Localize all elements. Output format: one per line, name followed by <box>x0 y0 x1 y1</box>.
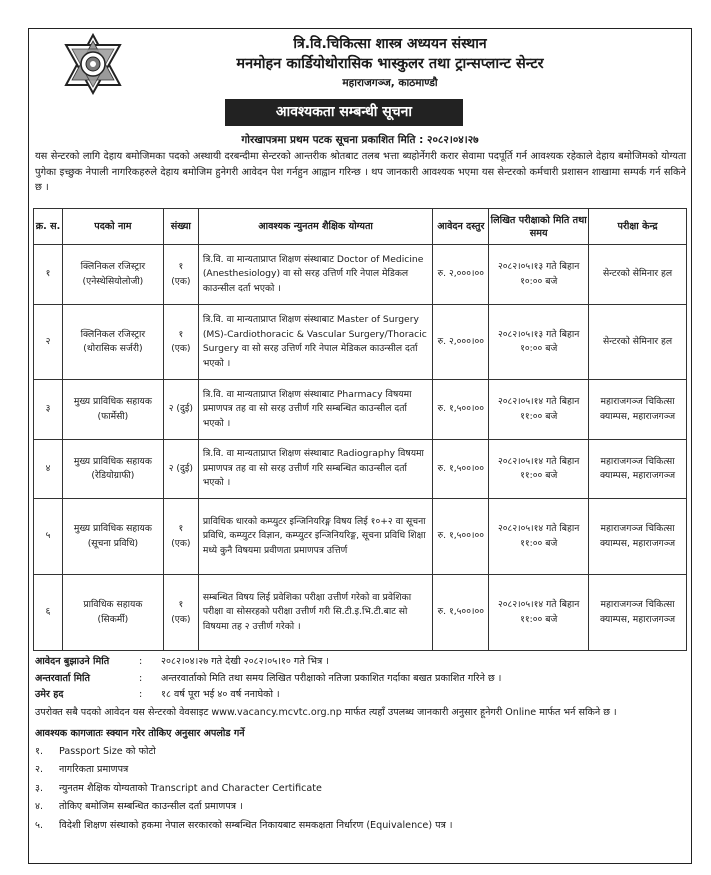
intro-paragraph: यस सेन्टरको लागि देहाय बमोजिमका पदको अस्थायी दरबन्दीमा सेन्टरको आन्तरीक श्रोतबाट तलब भत्ता ब्यहोर्नेगरी करार सेवामा पदपूर्ति गर्न आवश्यक रहेकाले देहाय बमोजिमको योग्यता पुगेका इच्छुक नेपाली नागरिकहरुले देहाय बमोजिम हुनेगरी आवेदन पेश गर्नहुन आह्वान गरिन्छ । थप जानकारी आवश्यक भएमा यस सेन्टरको कर्मचारी प्रशासन शाखामा सम्पर्क गर्न सकिने छ । <box>35 151 686 193</box>
cell-post: क्लिनिकल रजिस्ट्रार (थोरासिक सर्जरी) <box>62 305 163 380</box>
cell-center: महाराजगञ्ज चिकित्सा क्याम्पस, महाराजगञ्ज <box>589 575 687 651</box>
header-serial: क्र. स. <box>34 209 63 245</box>
header-post: पदको नाम <box>62 209 163 245</box>
cell-post: प्राविधिक सहायक (सिकर्मी) <box>62 575 163 651</box>
documents-heading: आवश्यक कागजातः स्क्यान गरेर तोकिए अनुसार अपलोड गर्ने <box>35 727 245 739</box>
institute-name: त्रि.वि.चिकित्सा शास्त्र अध्ययन संस्थान <box>293 36 487 52</box>
cell-count: २ (दुई) <box>163 440 198 499</box>
cell-serial: ४ <box>34 440 63 499</box>
age-label: उमेर हद <box>35 689 64 700</box>
table-row <box>34 380 687 440</box>
cell-center: महाराजगञ्ज चिकित्सा क्याम्पस, महाराजगञ्ज <box>589 499 687 575</box>
doc-text: नागरिकता प्रमाणपत्र <box>59 764 129 775</box>
header-count: संख्या <box>163 209 198 245</box>
cell-center: महाराजगञ्ज चिकित्सा क्याम्पस, महाराजगञ्ज <box>589 440 687 499</box>
cell-qualification: त्रि.वि. वा मान्यताप्राप्त शिक्षण संस्थाबाट Master of Surgery (MS)-Cardiothoracic & Vascular Surgery/Thoracic Surgery वा सो सरह उत्तिर्ण गरि नेपाल मेडिकल काउन्सील दर्ता भएको । <box>198 305 433 380</box>
cell-fee: रु. २,०००।०० <box>433 305 489 380</box>
header-qualification: आवश्यक न्युनतम शैक्षिक योग्यता <box>198 209 433 245</box>
deadline-value: २०८२।०४।२७ गते देखी २०८२।०५।१० गते भित्र । <box>161 656 329 667</box>
interview-colon: : <box>139 672 143 684</box>
cell-center: महाराजगञ्ज चिकित्सा क्याम्पस, महाराजगञ्ज <box>589 380 687 440</box>
table-row <box>34 305 687 380</box>
cell-serial: ६ <box>34 575 63 651</box>
cell-exam: २०८२।०५।१४ गते बिहान ११:०० बजे <box>489 380 589 440</box>
header-center: परीक्षा केन्द्र <box>589 209 687 245</box>
list-item <box>35 817 686 836</box>
cell-count: २ (दुई) <box>163 380 198 440</box>
header-fee: आवेदन दस्तुर <box>433 209 489 245</box>
notice-frame <box>28 28 692 864</box>
doc-text: न्युनतम शैक्षिक योग्यताको Transcript and Character Certificate <box>59 782 322 794</box>
cell-count: १ (एक) <box>163 499 198 575</box>
publication-date: गोरखापत्रमा प्रथम पटक सूचना प्रकाशित मिति : २०८२।०४।२७ <box>241 134 479 146</box>
cell-exam: २०८२।०५।१४ गते बिहान ११:०० बजे <box>489 440 589 499</box>
online-note: उपरोक्त सबै पदको आवेदन यस सेन्टरको वेवसाइट www.vacancy.mcvtc.org.np मार्फत त्यहाँ उपलब्ध जानकारी अनुसार हूनेगरी Online मार्फत भर्न सकिने छ । <box>35 706 617 718</box>
cell-post: मुख्य प्राविधिक सहायक (सूचना प्रविधि) <box>62 499 163 575</box>
table-row <box>34 245 687 305</box>
table-row <box>34 575 687 651</box>
list-item <box>35 743 686 762</box>
age-value: १८ वर्ष पूरा भई ४० वर्ष ननाघेको । <box>161 689 280 700</box>
cell-qualification: त्रि.वि. वा मान्यताप्राप्त शिक्षण संस्थाबाट Radiography विषयमा प्रमाणपत्र तह वा सो सरह उत्तीर्ण गरि सम्बन्धित काउन्सील दर्ता भएको । <box>198 440 433 499</box>
list-item <box>35 798 686 817</box>
cell-exam: २०८२।०५।१३ गते बिहान १०:०० बजे <box>489 305 589 380</box>
table-header-row <box>34 209 687 245</box>
center-name: मनमोहन कार्डियोथोरासिक भास्कुलर तथा ट्रान्सप्लान्ट सेन्टर <box>236 56 544 72</box>
cell-qualification: प्राविधिक धारको कम्प्युटर इन्जिनियरिङ्ग विषय लिई १०+२ वा सूचना प्रविधि, कम्प्युटर विज्ञान, कम्प्युटर इन्जिनियरिङ्ग, सूचना प्रविधि शिक्षा मध्ये कुनै विषयमा प्रवीणता प्रमाणपत्र उत्तिर्ण <box>198 499 433 575</box>
cell-serial: १ <box>34 245 63 305</box>
doc-text: तोकिए बमोजिम सम्बन्धित काउन्सील दर्ता प्रमाणपत्र । <box>59 801 243 812</box>
list-item <box>35 780 686 799</box>
center-address: महाराजगञ्ज, काठमाण्डौ <box>342 77 438 89</box>
doc-text: विदेशी शिक्षण संस्थाको हकमा नेपाल सरकारको सम्बन्धित निकायबाट समकक्षता निर्धारण (Equivalence) पत्र । <box>59 819 453 831</box>
cell-exam: २०८२।०५।१४ गते बिहान ११:०० बजे <box>489 575 589 651</box>
cell-fee: रु. १,५००।०० <box>433 380 489 440</box>
cell-fee: रु. १,५००।०० <box>433 499 489 575</box>
vacancy-table <box>33 208 687 651</box>
age-line <box>35 687 686 704</box>
deadline-line <box>35 654 686 671</box>
interview-value: अन्तरवार्ताको मिति तथा समय लिखित परीक्षाको नतिजा प्रकाशित गर्दाका बखत प्रकाशित गरिने छ । <box>161 672 502 684</box>
cell-qualification: त्रि.वि. वा मान्यताप्राप्त शिक्षण संस्थाबाट Doctor of Medicine (Anesthesiology) वा सो सरह उत्तिर्ण गरि नेपाल मेडिकल काउन्सील दर्ता भएको । <box>198 245 433 305</box>
doc-text: Passport Size को फोटो <box>59 745 156 757</box>
notice-details <box>35 654 686 835</box>
doc-number: ३. <box>35 782 44 794</box>
cell-fee: रु. १,५००।०० <box>433 575 489 651</box>
table-row <box>34 440 687 499</box>
cell-qualification: त्रि.वि. वा मान्यताप्राप्त शिक्षण संस्थाबाट Pharmacy विषयमा प्रमाणपत्र तह वा सो सरह उत्तीर्ण गरि सम्बन्धित काउन्सील दर्ता भएको । <box>198 380 433 440</box>
cell-exam: २०८२।०५।१३ गते बिहान १०:०० बजे <box>489 245 589 305</box>
cell-serial: ५ <box>34 499 63 575</box>
cell-count: १ (एक) <box>163 245 198 305</box>
cell-post: क्लिनिकल रजिस्ट्रार (एनेस्थेसियोलोजी) <box>62 245 163 305</box>
cell-exam: २०८२।०५।१४ गते बिहान ११:०० बजे <box>489 499 589 575</box>
cell-count: १ (एक) <box>163 575 198 651</box>
cell-serial: २ <box>34 305 63 380</box>
cell-count: १ (एक) <box>163 305 198 380</box>
doc-number: ५. <box>35 819 44 831</box>
deadline-label: आवेदन बुझाउने मिति <box>35 656 110 667</box>
doc-number: ४. <box>35 801 44 812</box>
cell-post: मुख्य प्राविधिक सहायक (फार्मेसी) <box>62 380 163 440</box>
cell-fee: रु. १,५००।०० <box>433 440 489 499</box>
cell-fee: रु. २,०००।०० <box>433 245 489 305</box>
table-row <box>34 499 687 575</box>
header-exam: लिखित परीक्षाको मिति तथा समय <box>489 209 589 245</box>
doc-number: २. <box>35 764 44 775</box>
deadline-colon: : <box>139 656 143 667</box>
age-colon: : <box>139 689 143 700</box>
cell-post: मुख्य प्राविधिक सहायक (रेडियोग्राफी) <box>62 440 163 499</box>
interview-label: अन्तरवार्ता मिति <box>35 672 90 684</box>
cell-qualification: सम्बन्धित विषय लिई प्रवेशिका परीक्षा उत्तीर्ण गरेको वा प्रवेशिका परीक्षा वा सोसरहको परीक्षा उत्तीर्ण गरी सि.टी.इ.भि.टी.बाट सो विषयमा तह २ उत्तीर्ण गरेको । <box>198 575 433 651</box>
cell-center: सेन्टरको सेमिनार हल <box>589 245 687 305</box>
interview-line <box>35 671 686 688</box>
notice-title: आवश्यकता सम्बन्धी सूचना <box>225 99 463 126</box>
cell-center: सेन्टरको सेमिनार हल <box>589 305 687 380</box>
cell-serial: ३ <box>34 380 63 440</box>
list-item <box>35 761 686 780</box>
doc-number: १. <box>35 745 44 757</box>
